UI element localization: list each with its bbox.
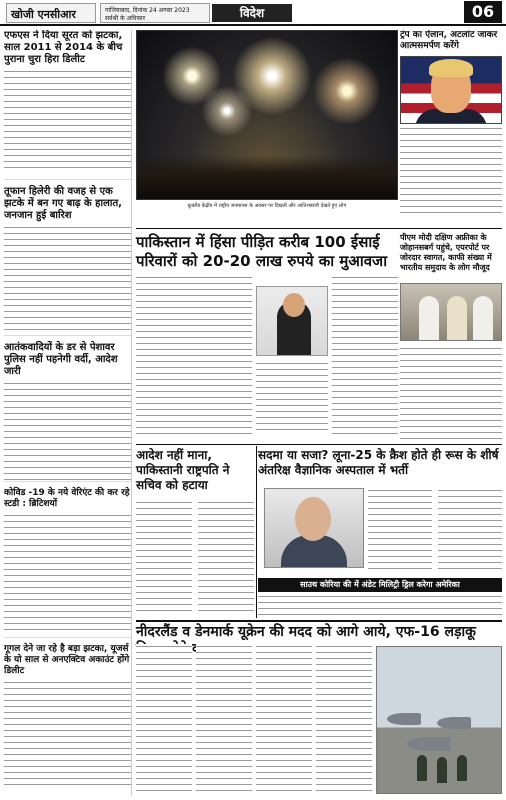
left-story-3-headline: आतंकवादियों के डर से पेशावर पुलिस नहीं पहनेगी वर्दी, आदेश जारी: [4, 342, 118, 377]
left-story-2: [4, 186, 131, 336]
f16-headline: नीदरलैंड व डेनमार्क यूक्रेन की मदद को आगे आये, एफ-16 लड़ाकू: [136, 620, 502, 658]
brand-name: खोजी एनसीआर: [11, 8, 76, 21]
left-story-2-body: [4, 225, 131, 335]
left-story-2-headline: तूफान हिलेरी की वजह से एक झटके में बन गए बाढ़ के हालात, जनजान हुई बारिश: [4, 186, 122, 221]
section-title: विदेश: [212, 4, 292, 22]
pakistan-president-headline: आदेश नहीं माना, पाकिस्तानी राष्ट्रपति ने सचिव को हटाया: [136, 448, 230, 492]
f16-body: [136, 644, 372, 794]
trump-headline: ट्रंप का ऐलान, अटलांट जाकर आत्मसमर्पण करेंगे: [400, 30, 498, 51]
left-story-3-body: [4, 381, 131, 481]
left-story-4: [4, 488, 131, 638]
fireworks-caption: फ्रूकरैंड केंद्रीय में राष्ट्रीय जनमानस के अवसर पर दिखती और आतिशबाजी देखते हुए लोग: [187, 203, 347, 209]
left-story-4-headline: कोविड -19 के नये वेरिएंट की कर रहे स्टडी : ब्रिटिशयों: [4, 488, 130, 509]
left-story-1: [4, 30, 131, 180]
masthead: [0, 0, 506, 26]
f16-jets-photo: [376, 646, 502, 794]
modi-headline: पीएम मोदी दक्षिण अफ्रीका के जोहानसबर्ग पहुंचे, एयरपोर्ट पर जोरदार स्वागत, काफी संख्या में भारतीय समुदाय के लोग मौजूद: [400, 233, 492, 272]
pakistan-president-body: [136, 500, 254, 612]
trump-body: [400, 126, 502, 216]
left-story-1-body: [4, 69, 131, 169]
korea-drill-body: [258, 594, 502, 616]
left-story-3: [4, 342, 131, 482]
main-headline: पाकिस्तान में हिंसा पीड़ित करीब 100 ईसाई परिवारों को 20-20 लाख रुपये का मुआवजा: [136, 233, 388, 270]
newspaper-brand: [6, 3, 96, 23]
page-number: 06: [464, 1, 502, 23]
modi-photo: [400, 283, 502, 341]
left-story-4-body: [4, 513, 131, 633]
luna-body: [368, 488, 502, 574]
left-story-5-body: [4, 680, 131, 790]
bishop-photo: [256, 286, 328, 356]
luna-headline: सदमा या सजा? लूना-25 के क्रैश होते ही रूस के शीर्ष अंतरिक्ष वैज्ञानिक अस्पताल में भर्ती: [258, 448, 499, 477]
left-story-5: [4, 644, 131, 794]
scientist-photo: [264, 488, 364, 568]
left-column: [4, 30, 132, 796]
brand-dateline: गाजियाबाद, दिनांक 24 अगस्त 2023 सर्वश्री के अधिकार: [100, 3, 210, 23]
left-story-5-headline: गूगल देने जा रहे है बड़ा झटका, यूजर्स के यो साल से अनएक्टिव अकाउंट होंगे डिलीट: [4, 644, 130, 676]
korea-drill-headline: साउथ कोरिया की में अंडेट मिलिट्री ड्रिल करेगा अमेरिका: [258, 578, 502, 592]
left-story-1-headline: एफएस ने दिया सूरत को झटका, साल 2011 से 2014 के बीच पुराना चुरा हिरा डिलीट: [4, 30, 123, 65]
fireworks-photo: [136, 30, 398, 200]
trump-photo: [400, 56, 502, 124]
modi-body: [400, 346, 502, 440]
